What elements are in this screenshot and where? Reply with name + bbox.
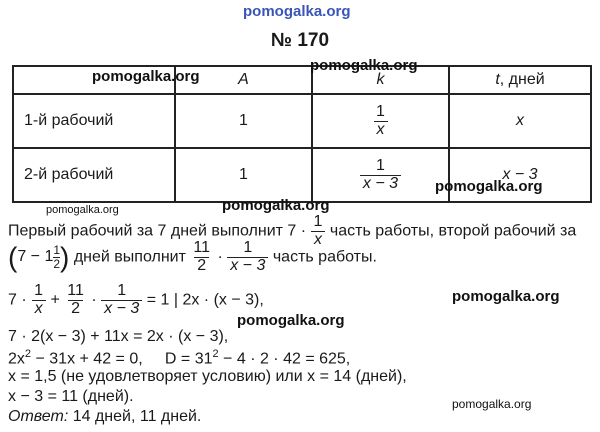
equation-4: x = 1,5 (не удовлетворяет условию) или x = 14 (дней), <box>8 368 407 385</box>
cell-a: 1 <box>175 148 312 202</box>
fraction: $\frac{1}{x - 3}$ <box>360 158 401 193</box>
fraction: $\frac{1}{x}$ <box>311 214 326 249</box>
cell-t: x <box>449 94 591 148</box>
equation-1: 7 · $\frac{1}{x}$ + $\frac{11}{2}$ · $\frac{1}{x - 3}$ = 1 | 2x · (x − 3), <box>8 282 264 317</box>
fraction: $\frac{1}{x}$ <box>31 283 46 318</box>
problem-number: № 170 <box>270 30 330 51</box>
watermark-row2-right: pomogalka.org <box>435 178 543 195</box>
answer-label: Ответ: <box>8 408 69 425</box>
cell-t: x − 3 <box>449 148 591 202</box>
answer-value: 14 дней, 11 дней. <box>68 408 202 425</box>
watermark-mid: pomogalka.org <box>222 197 330 214</box>
fraction: $\frac{11}{2}$ <box>193 239 210 274</box>
header-t: t, дней <box>449 66 591 94</box>
cell-k <box>312 94 449 148</box>
watermark-right: pomogalka.org <box>452 288 560 305</box>
text-line-2: ( 7 − 1 1 2 ) дней выполнит $\frac{11}{2}$ · $\frac{1}{x - 3}$ часть работы. <box>8 239 377 274</box>
mixed-number: 7 − 1 1 2 <box>17 243 61 271</box>
row-label: 1-й рабочий <box>13 94 175 148</box>
cell-k <box>312 148 449 202</box>
cell-a: 1 <box>175 94 312 148</box>
fraction: $\frac{1}{x - 3}$ <box>227 240 268 275</box>
watermark-bottom: pomogalka.org <box>452 397 532 411</box>
table-row <box>13 94 591 148</box>
equation-5: x − 3 = 11 (дней). <box>8 388 134 405</box>
fraction: $\frac{1}{x - 3}$ <box>101 283 142 318</box>
watermark-small-left: pomogalka.org <box>46 204 119 216</box>
watermark-table-left: pomogalka.org <box>92 68 200 85</box>
fraction: $\frac{1}{x}$ <box>373 104 388 139</box>
answer-line <box>8 408 201 426</box>
equation-2: 7 · 2(x − 3) + 11x = 2x · (x − 3), <box>8 328 229 345</box>
watermark-table-right: pomogalka.org <box>310 57 418 74</box>
fraction: $\frac{11}{2}$ <box>67 282 84 317</box>
text-line-1: Первый рабочий за 7 дней выполнит 7 · $\frac{1}{x}$ часть работы, второй рабочий за <box>8 213 577 248</box>
header-a: A <box>175 66 312 94</box>
equation-3: $2x^2 - 31x + 42 = 0$, $D = 31^2 - 4 \cdot 2 \cdot 42 = 625$, <box>8 348 351 368</box>
row-label: 2-й рабочий <box>13 148 175 202</box>
header-k: k <box>312 66 449 94</box>
watermark-top: pomogalka.org <box>243 3 351 20</box>
watermark-center: pomogalka.org <box>237 312 345 329</box>
